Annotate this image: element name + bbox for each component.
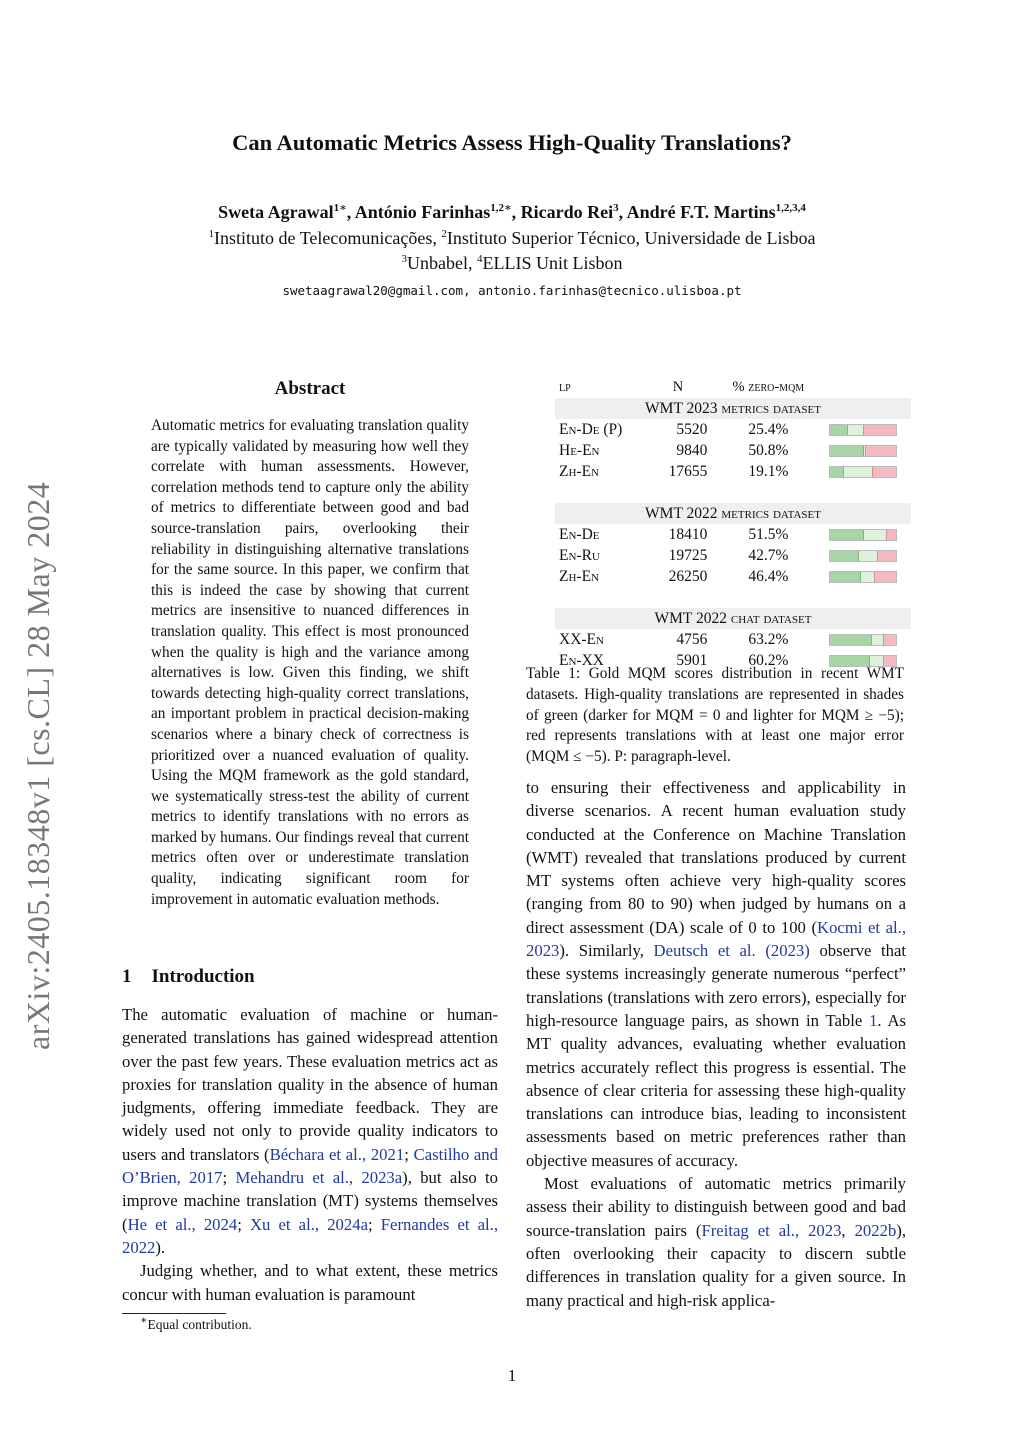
cell-language-pair: Zh-En xyxy=(559,462,599,480)
citation-link[interactable]: 2022b xyxy=(854,1220,897,1240)
cell-n: 19725 xyxy=(668,546,708,564)
author-name: André F.T. Martins xyxy=(626,202,776,222)
distribution-bar xyxy=(829,634,897,646)
cell-n: 17655 xyxy=(668,462,708,480)
cell-zero-mqm: 63.2% xyxy=(748,630,789,648)
cell-zero-mqm: 60.2% xyxy=(748,651,789,669)
group-name-prefix: WMT 2022 xyxy=(654,609,731,627)
author-affiliation-mark: 1∗ xyxy=(333,202,347,214)
cell-zero-mqm: 25.4% xyxy=(748,420,789,438)
bar-segment-mqm-zero xyxy=(830,572,861,582)
header-zero-mqm: % zero-mqm xyxy=(732,379,805,395)
citation-link[interactable]: Mehandru et al., 2023a xyxy=(235,1168,403,1188)
group-name-sc: metrics dataset xyxy=(721,399,821,417)
author-affiliation-mark: 1,2,3,4 xyxy=(775,202,806,214)
bar-segment-mqm-zero xyxy=(830,530,864,540)
affiliation-name: Instituto de Telecomunicações, xyxy=(214,228,442,248)
table-row xyxy=(555,461,911,482)
bar-segment-mqm-zero xyxy=(830,425,847,435)
bar-segment-major-errors xyxy=(872,467,897,477)
arxiv-stamp: arXiv:2405.18348v1 [cs.CL] 28 May 2024 xyxy=(20,481,56,1050)
affiliation-name: Unbabel, xyxy=(407,253,477,273)
bar-segment-minor-errors xyxy=(844,467,872,477)
paragraph: The automatic evaluation of machine or human-generated translations has gained widespread attention over the past few years. These evaluation metrics act as proxies for translation quality in the absence of human judgments, offering immediate feedback. They are widely used not only to provide quality indicators to users and translators (Béchara et al., 2021; Castilho and O’Brien, 2017; Mehandru et al., 2023a), but also to improve machine translation (MT) systems themselves (He et al., 2024; Xu et al., 2024a; Fernandes et al., 2022). xyxy=(122,1005,499,1257)
author-list: Sweta Agrawal$^{1∗}$, António Farinhas$^{1,2∗}$, Ricardo Rei$^3$, André F.T. Martins$^{1,2,3,4}$ xyxy=(218,202,806,222)
bar-segment-minor-errors xyxy=(864,530,886,540)
cell-zero-mqm: 42.7% xyxy=(748,546,789,564)
distribution-bar xyxy=(829,550,897,562)
distribution-bar xyxy=(829,445,897,457)
bar-segment-mqm-zero xyxy=(830,635,871,645)
author-name: Sweta Agrawal xyxy=(218,202,334,222)
group-gap xyxy=(555,587,911,608)
citation-link[interactable]: Kocmi et al., 2023 xyxy=(526,917,906,961)
group-name xyxy=(555,503,911,524)
page-number: 1 xyxy=(507,1366,517,1385)
bar-segment-mqm-zero xyxy=(830,446,864,456)
header-n: N xyxy=(672,379,684,395)
table-row xyxy=(555,419,911,440)
cell-language-pair: En-Ru xyxy=(559,546,600,564)
group-name-sc: chat dataset xyxy=(730,609,812,627)
footnote-text: Equal contribution. xyxy=(147,1317,252,1332)
bar-segment-minor-errors xyxy=(848,425,864,435)
group-header-row xyxy=(555,398,911,419)
affiliation-name: ELLIS Unit Lisbon xyxy=(482,253,623,273)
citation-link[interactable]: 1 xyxy=(869,1010,878,1030)
right-column-body xyxy=(526,776,906,1312)
group-gap xyxy=(555,482,911,503)
distribution-bar xyxy=(829,529,897,541)
cell-n: 9840 xyxy=(676,441,708,459)
group-name-prefix: WMT 2022 xyxy=(645,504,722,522)
author-emails: swetaagrawal20@gmail.com, antonio.farinhas@tecnico.ulisboa.pt xyxy=(282,283,742,298)
section-heading-introduction xyxy=(122,966,255,988)
affiliation-name: Instituto Superior Técnico, Universidade de Lisboa xyxy=(446,228,816,248)
cell-distribution-bar xyxy=(819,566,911,587)
affiliation-mark: 2 xyxy=(441,228,447,240)
paragraph: Judging whether, and to what extent, these metrics concur with human evaluation is paramount xyxy=(122,1261,498,1304)
bar-segment-major-errors xyxy=(886,530,896,540)
gap-cell xyxy=(555,587,911,608)
group-name-prefix: WMT 2023 xyxy=(645,399,722,417)
cell-language-pair: En-De xyxy=(559,525,600,543)
cell-distribution-bar xyxy=(819,461,911,482)
cell-n: 5901 xyxy=(676,651,708,669)
section-title: Introduction xyxy=(151,966,255,987)
table-row xyxy=(555,545,911,566)
cell-distribution-bar xyxy=(819,524,911,545)
cell-distribution-bar xyxy=(819,629,911,650)
bar-segment-major-errors xyxy=(874,572,896,582)
cell-zero-mqm: 51.5% xyxy=(748,525,789,543)
gap-cell xyxy=(555,482,911,503)
affiliations-line-1 xyxy=(0,228,1024,249)
group-name-sc: metrics dataset xyxy=(721,504,821,522)
author-affiliation-mark: 1,2∗ xyxy=(490,202,512,214)
table-header-row xyxy=(555,377,911,398)
distribution-bar xyxy=(829,466,897,478)
cell-language-pair: Zh-En xyxy=(559,567,599,585)
group-name xyxy=(555,398,911,419)
cell-n: 4756 xyxy=(676,630,708,648)
footnote xyxy=(140,1314,252,1333)
bar-segment-mqm-zero xyxy=(830,467,843,477)
cell-distribution-bar xyxy=(819,545,911,566)
paper-title: Can Automatic Metrics Assess High-Quality Translations? xyxy=(232,130,792,155)
author-name: Ricardo Rei xyxy=(520,202,614,222)
table-row xyxy=(555,566,911,587)
affiliation-mark: 4 xyxy=(476,253,483,265)
footnote-mark: ∗ xyxy=(140,1314,148,1327)
cell-n: 18410 xyxy=(668,525,708,543)
affiliation-mark: 1 xyxy=(208,228,215,240)
cell-language-pair: En-XX xyxy=(559,651,604,669)
citation-link[interactable]: Castilho and O’Brien, 2017 xyxy=(122,1144,498,1188)
table-row xyxy=(555,440,911,461)
group-header-row xyxy=(555,503,911,524)
table-1-caption: Table 1: Gold MQM scores distribution in recent WMT datasets. High-quality translations are represented in shades of green (darker for MQM = 0 and lighter for MQM ≥ −5); red represents translations with at least one major error (MQM ≤ −5). P: paragraph-level. xyxy=(526,665,904,766)
abstract-heading: Abstract xyxy=(274,378,346,399)
distribution-bar xyxy=(829,571,897,583)
citation-link[interactable]: Xu et al., 2024a xyxy=(249,1214,368,1234)
cell-zero-mqm: 50.8% xyxy=(748,441,789,459)
cell-language-pair: XX-En xyxy=(559,630,604,648)
paragraph: Most evaluations of automatic metrics primarily assess their ability to distinguish between good and bad source-translation pairs (Freitag et al., 2023, 2022b), often overlooking their capacity to discern subtle differences in translation quality for a given source. In many practical and high-risk applica- xyxy=(526,1174,907,1310)
bar-segment-major-errors xyxy=(865,446,896,456)
cell-distribution-bar xyxy=(819,440,911,461)
citation-link[interactable]: Freitag et al., 2023 xyxy=(701,1220,842,1240)
footnote-rule xyxy=(122,1313,226,1314)
affiliation-mark: 3 xyxy=(401,253,407,265)
table-row xyxy=(555,524,911,545)
cell-distribution-bar xyxy=(819,419,911,440)
bar-segment-minor-errors xyxy=(859,551,878,561)
group-header-row xyxy=(555,608,911,629)
section-number: 1 xyxy=(122,966,132,987)
citation-link[interactable]: Béchara et al., 2021 xyxy=(269,1144,405,1164)
affiliations-line-2 xyxy=(0,253,1024,274)
bar-segment-mqm-zero xyxy=(830,551,858,561)
cell-n: 5520 xyxy=(676,420,708,438)
paragraph: to ensuring their effectiveness and applicability in diverse scenarios. A recent human evaluation study conducted at the Conference on Machine Translation (WMT) revealed that translations produced by current MT systems often achieve very high-quality scores (ranging from 80 to 90) when judged by humans on a direct assessment (DA) scale of 0 to 100 (Kocmi et al., 2023). Similarly, Deutsch et al. (2023) observe that these systems increasingly generate numerous “perfect” translations (translations with zero errors), especially for high-resource language pairs, as shown in Table 1. As MT quality advances, evaluating whether evaluation metrics accurately reflect this progress is essential. The absence of clear criteria for assessing these high-quality translations can introduce bias, leading to inconsistent assessments based on metric preferences rather than objective measures of accuracy. xyxy=(526,778,907,1170)
citation-link[interactable]: Deutsch et al. (2023) xyxy=(653,941,810,961)
group-name xyxy=(555,608,911,629)
author-affiliation-mark: 3 xyxy=(613,202,619,214)
header-lp: lp xyxy=(559,379,571,395)
cell-n: 26250 xyxy=(668,567,708,585)
table-1 xyxy=(555,377,911,671)
cell-language-pair: He-En xyxy=(559,441,600,459)
table-row xyxy=(555,629,911,650)
cell-zero-mqm: 46.4% xyxy=(748,567,789,585)
bar-segment-major-errors xyxy=(877,551,896,561)
cell-zero-mqm: 19.1% xyxy=(748,462,789,480)
citation-link[interactable]: He et al., 2024 xyxy=(127,1214,238,1234)
header-bar xyxy=(819,377,911,398)
bar-segment-minor-errors xyxy=(872,635,883,645)
cell-language-pair: En-De (P) xyxy=(559,420,623,438)
bar-segment-major-errors xyxy=(863,425,896,435)
introduction-body xyxy=(122,1003,498,1306)
distribution-bar xyxy=(829,424,897,436)
bar-segment-major-errors xyxy=(883,635,897,645)
abstract-text: Automatic metrics for evaluating translation quality are typically validated by measuring how well they correlate with human assessments. However, correlation methods tend to capture only the ability of metrics to differentiate between good and bad source-translation pairs, overlooking their reliability in distinguishing alternative translations for the same source. In this paper, we confirm that this is indeed the case by showing that current metrics are insensitive to nuanced differences in translation quality. This effect is most pronounced when the quality is high and the variance among alternatives is low. Given this finding, we shift towards detecting high-quality correct translations, an important problem in practical decision-making scenarios where a binary check of correctness is prioritized over a nuanced evaluation of quality. Using the MQM framework as the gold standard, we systematically stress-test the ability of current metrics to identify translations with no errors as marked by humans. Our findings reveal that current metrics often over or underestimate translation quality, indicating significant room for improvement in automatic evaluation methods. xyxy=(151,417,469,908)
bar-segment-minor-errors xyxy=(861,572,874,582)
citation-link[interactable]: Fernandes et al., 2022 xyxy=(122,1214,499,1257)
author-name: António Farinhas xyxy=(354,202,491,222)
